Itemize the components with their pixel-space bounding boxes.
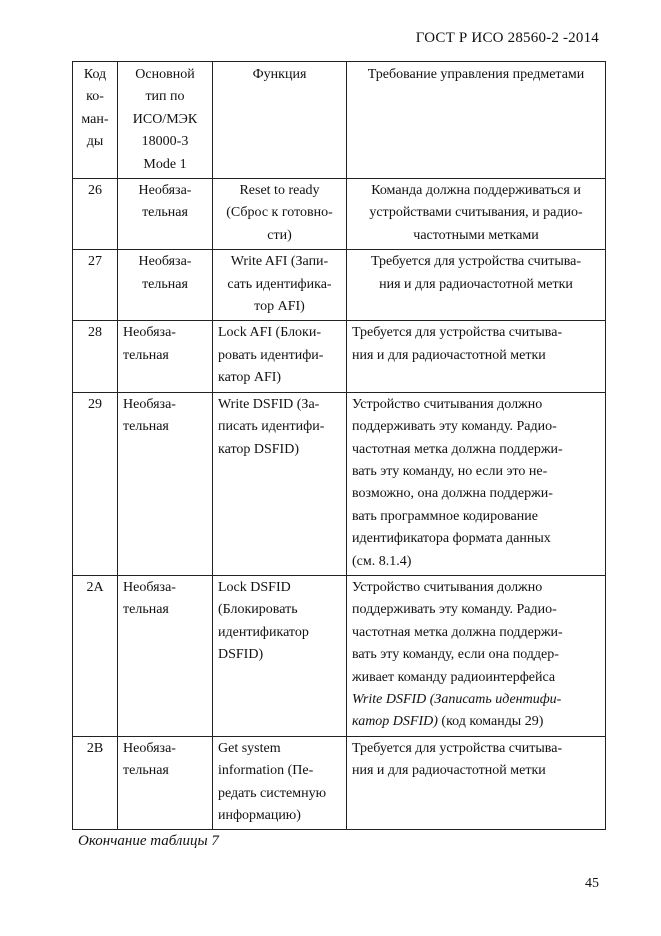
cell-type: Необяза- тельная bbox=[118, 321, 213, 392]
cell-requirement: Команда должна поддерживаться и устройствами считывания, и радио- частотными метками bbox=[347, 179, 606, 250]
italic-command-name: Write DSFID (Записать идентифи- bbox=[352, 691, 562, 707]
cell-code: 27 bbox=[73, 250, 118, 321]
table-row bbox=[73, 321, 606, 392]
cell-type: Необяза- тельная bbox=[118, 575, 213, 736]
header-requirement: Требование управления предметами bbox=[347, 62, 606, 179]
cell-function: Reset to ready (Сброс к готовно- сти) bbox=[213, 179, 347, 250]
cell-requirement: Требуется для устройства считыва- ния и для радиочастотной метки bbox=[347, 736, 606, 830]
cell-requirement: Требуется для устройства считыва- ния и для радиочастотной метки bbox=[347, 321, 606, 392]
cell-requirement: Требуется для устройства считыва- ния и для радиочастотной метки bbox=[347, 250, 606, 321]
table-row bbox=[73, 736, 606, 830]
cell-function: Lock DSFID (Блокировать идентификатор DSFID) bbox=[213, 575, 347, 736]
cell-type: Необяза- тельная bbox=[118, 250, 213, 321]
table-row bbox=[73, 392, 606, 575]
cell-type: Необяза- тельная bbox=[118, 392, 213, 575]
header-type: Основной тип по ИСО/МЭК 18000-3 Mode 1 bbox=[118, 62, 213, 179]
table-row bbox=[73, 179, 606, 250]
table-end-note: Окончание таблицы 7 bbox=[78, 833, 219, 849]
cell-type: Необяза- тельная bbox=[118, 736, 213, 830]
cell-code: 2B bbox=[73, 736, 118, 830]
commands-table bbox=[72, 61, 606, 830]
header-function: Функция bbox=[213, 62, 347, 179]
table-row bbox=[73, 575, 606, 736]
cell-code: 2A bbox=[73, 575, 118, 736]
page-number: 45 bbox=[585, 876, 599, 891]
table-row bbox=[73, 250, 606, 321]
cell-requirement: Устройство считывания должно поддерживать эту команду. Радио- частотная метка должна поддержи- вать эту команду, но если это не- возможно, она должна поддержи- вать программное кодирование идентификатора формата данных (см. 8.1.4) bbox=[347, 392, 606, 575]
document-header: ГОСТ Р ИСО 28560-2 -2014 bbox=[415, 30, 599, 46]
table-header-row bbox=[73, 62, 606, 179]
cell-code: 29 bbox=[73, 392, 118, 575]
header-code: Код ко- ман- ды bbox=[73, 62, 118, 179]
italic-command-name-cont: катор DSFID) bbox=[352, 714, 438, 730]
cell-function: Write DSFID (За- писать идентифи- катор DSFID) bbox=[213, 392, 347, 575]
cell-function: Lock AFI (Блоки- ровать идентифи- катор AFI) bbox=[213, 321, 347, 392]
cell-type: Необяза- тельная bbox=[118, 179, 213, 250]
cell-function: Write AFI (Запи- сать идентифика- тор AFI) bbox=[213, 250, 347, 321]
cell-requirement: Устройство считывания должно поддерживать эту команду. Радио- частотная метка должна поддержи- вать эту команду, если она поддер- живает команду радиоинтерфейса Write DSFID (Записать идентифи- катор DSFID) (код команды 29) bbox=[347, 575, 606, 736]
cell-code: 26 bbox=[73, 179, 118, 250]
cell-code: 28 bbox=[73, 321, 118, 392]
cell-function: Get system information (Пе- редать системную информацию) bbox=[213, 736, 347, 830]
